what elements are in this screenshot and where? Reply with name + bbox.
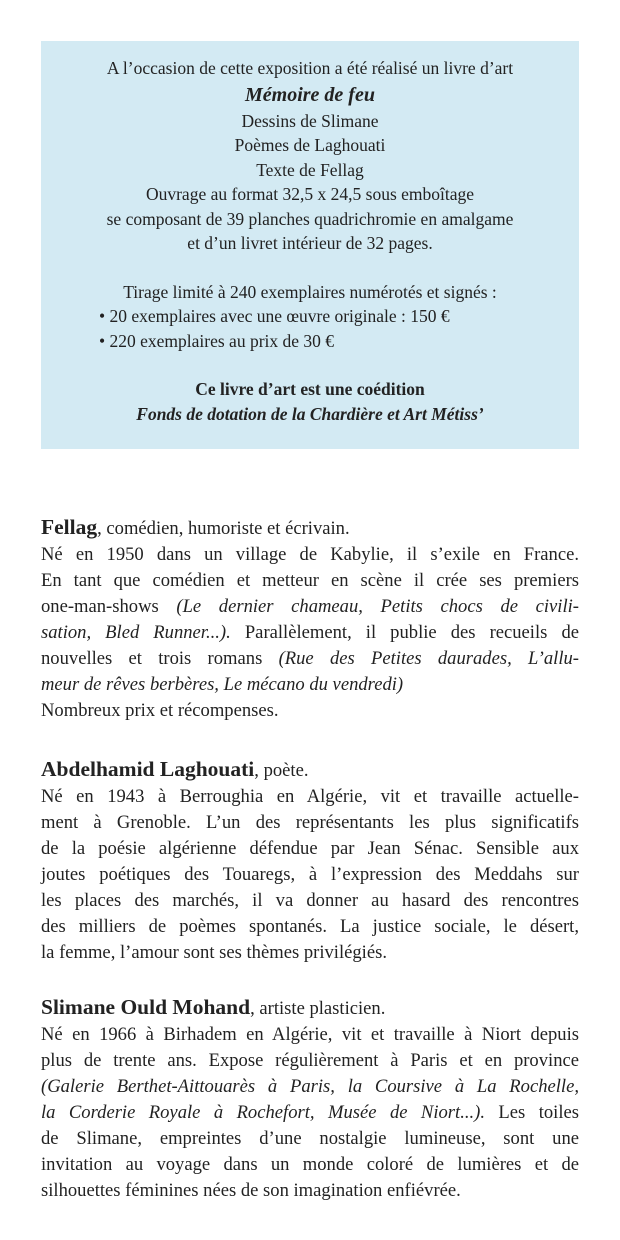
coedition-line: Ce livre d’art est une coédition bbox=[195, 379, 425, 399]
bio-role: , comédien, humoriste et écrivain. bbox=[97, 518, 350, 539]
intro-line: A l’occasion de cette exposition a été réalisé un livre d’art bbox=[106, 58, 514, 78]
book-title: Mémoire de feu bbox=[245, 83, 375, 106]
bio-text: Les toiles bbox=[484, 1102, 579, 1123]
bio-line: ment à Grenoble. L’un des représentants les plus significatifs bbox=[41, 812, 579, 833]
bio-line: les places des marchés, il va donner au hasard des rencontres bbox=[41, 890, 579, 911]
poems-credit: Poèmes de Laghouati bbox=[234, 135, 386, 155]
bio-works: (Le dernier chameau, Petits chocs de civili- bbox=[176, 596, 580, 617]
bio-fellag bbox=[41, 514, 579, 724]
drawings-credit: Dessins de Slimane bbox=[241, 110, 379, 131]
bio-works: (Galerie Berthet-Aittouarès à Paris, la Coursive à La Rochelle, bbox=[41, 1076, 579, 1097]
bio-line: plus de trente ans. Expose régulièrement à Paris et en province bbox=[41, 1050, 579, 1071]
bio-line: de la poésie algérienne défendue par Jean Sénac. Sensible aux bbox=[41, 838, 579, 859]
bio-text: Parallèlement, il publie des recueils de bbox=[230, 622, 579, 643]
edition-bullet-standard: • 220 exemplaires au prix de 30 € bbox=[99, 330, 335, 351]
bio-role: , poète. bbox=[254, 760, 309, 781]
edition-bullet-original: • 20 exemplaires avec une œuvre originale : 150 € bbox=[99, 306, 450, 326]
print-run-line: Tirage limité à 240 exemplaires numérotés et signés : bbox=[123, 281, 497, 302]
bio-works: (Rue des Petites daurades, L’allu- bbox=[278, 648, 579, 669]
bio-name: Abdelhamid Laghouati bbox=[41, 757, 255, 781]
bio-line: Né en 1943 à Berroughia en Algérie, vit et travaille actuelle- bbox=[41, 786, 579, 807]
bio-text: one-man-shows bbox=[41, 596, 177, 617]
bio-text: nouvelles et trois romans bbox=[41, 648, 279, 669]
bio-line: Nombreux prix et récompenses. bbox=[41, 700, 279, 721]
format-line: Ouvrage au format 32,5 x 24,5 sous emboîtage bbox=[145, 184, 475, 204]
bio-works: la Corderie Royale à Rochefort, Musée de Niort...). bbox=[41, 1102, 485, 1123]
bio-works: sation, Bled Runner...). bbox=[41, 622, 231, 643]
bio-name: Fellag bbox=[41, 515, 98, 539]
bio-laghouati bbox=[41, 756, 579, 966]
bio-line: de Slimane, empreintes d’une nostalgie lumineuse, sont une bbox=[41, 1128, 579, 1149]
plates-line: se composant de 39 planches quadrichromie en amalgame bbox=[106, 208, 514, 229]
bio-name: Slimane Ould Mohand bbox=[41, 995, 251, 1019]
bio-role: , artiste plasticien. bbox=[250, 998, 386, 1019]
art-book-info-box bbox=[41, 41, 579, 449]
bio-slimane bbox=[41, 994, 579, 1204]
bio-line: Né en 1966 à Birhadem en Algérie, vit et travaille à Niort depuis bbox=[41, 1024, 579, 1045]
bio-line: des milliers de poèmes spontanés. La justice sociale, le désert, bbox=[41, 916, 579, 937]
text-credit: Texte de Fellag bbox=[256, 159, 364, 180]
bio-works: meur de rêves berbères, Le mécano du vendredi) bbox=[41, 674, 404, 695]
bio-line: En tant que comédien et metteur en scène il crée ses premiers bbox=[41, 570, 579, 591]
bio-line: joutes poétiques des Touaregs, à l’expression des Meddahs sur bbox=[41, 864, 579, 885]
booklet-line: et d’un livret intérieur de 32 pages. bbox=[187, 233, 433, 253]
publishers-line: Fonds de dotation de la Chardière et Art Métiss’ bbox=[136, 403, 484, 424]
bio-line: Né en 1950 dans un village de Kabylie, il s’exile en France. bbox=[41, 544, 579, 565]
bio-line: silhouettes féminines nées de son imagination enfiévrée. bbox=[41, 1180, 461, 1201]
bio-line: invitation au voyage dans un monde coloré de lumières et de bbox=[41, 1154, 579, 1175]
bio-line: la femme, l’amour sont ses thèmes privilégiés. bbox=[41, 942, 387, 963]
